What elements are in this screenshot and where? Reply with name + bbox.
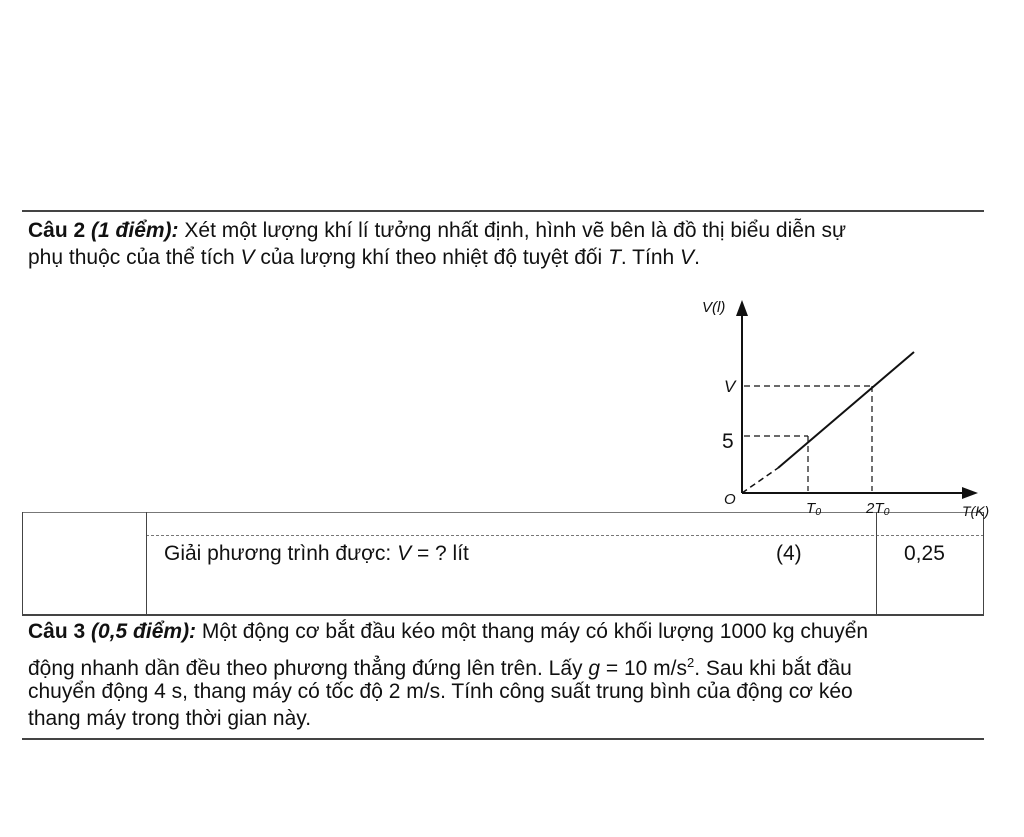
solution-prefix: Giải phương trình được: xyxy=(164,542,398,565)
col-divider-left xyxy=(22,512,23,615)
graph-line-solid xyxy=(778,352,914,468)
cau2-var-V: V xyxy=(240,246,255,269)
cau3-line2-c: . Sau khi bắt đầu xyxy=(694,657,852,680)
cau3-line3: chuyển động 4 s, thang máy có tốc độ 2 m/s. Tính công suất trung bình của động cơ kéo xyxy=(28,680,853,703)
origin-label: O xyxy=(724,491,736,508)
cau3-line2-b: = 10 m/s xyxy=(600,657,687,680)
y-tick-5: 5 xyxy=(722,430,734,453)
cau3-line1-text: Một động cơ bắt đầu kéo một thang máy có khối lượng 1000 kg chuyển xyxy=(201,620,869,643)
cau3-label: Câu 3 xyxy=(28,620,86,643)
solution-var: V xyxy=(397,542,412,565)
cau2-label: Câu 2 xyxy=(28,219,86,242)
cau3-sup: 2 xyxy=(686,655,695,670)
x-tick-T0: T₀ xyxy=(806,500,822,517)
cau2-line2 xyxy=(28,246,700,270)
score: 0,25 xyxy=(904,542,945,565)
dashed-divider xyxy=(146,535,984,536)
x-axis-arrow xyxy=(962,487,978,499)
x-axis-label: T(K) xyxy=(962,503,990,519)
x-tick-2T0: 2T₀ xyxy=(866,500,890,517)
cau2-var-T: T xyxy=(608,246,621,269)
cau3-line2-a: động nhanh dần đều theo phương thẳng đứng lên trên. Lấy xyxy=(28,657,589,680)
cau2-line2-b: của lượng khí theo nhiệt độ tuyệt đối xyxy=(254,246,609,269)
step-number: (4) xyxy=(776,542,802,565)
cau2-line1-text: Xét một lượng khí lí tưởng nhất định, hình vẽ bên là đồ thị biểu diễn sự xyxy=(184,219,847,242)
cau3-line2 xyxy=(28,651,852,681)
cau2-line2-a: phụ thuộc của thể tích xyxy=(28,246,241,269)
cau2-points: (1 điểm): xyxy=(91,219,179,242)
row-bottom-border xyxy=(22,614,984,616)
graph-line-dashed xyxy=(742,468,778,493)
y-axis-label: V(l) xyxy=(702,299,726,316)
solution-text xyxy=(164,542,469,566)
vt-graph xyxy=(680,288,1000,528)
cau2-line1 xyxy=(28,219,846,243)
cau2-line2-d: . xyxy=(694,246,700,269)
solution-suffix: = ? lít xyxy=(411,542,469,565)
cau3-line1 xyxy=(28,620,868,644)
cau2-var-V2: V xyxy=(680,246,695,269)
cau2-line2-c: . Tính xyxy=(620,246,681,269)
cau3-points: (0,5 điểm): xyxy=(91,620,197,643)
col-divider-1 xyxy=(146,512,147,615)
cau3-var-g: g xyxy=(588,657,601,680)
top-border xyxy=(22,210,984,212)
cau3-line4: thang máy trong thời gian này. xyxy=(28,707,312,730)
y-tick-V: V xyxy=(724,377,736,396)
bottom-border xyxy=(22,738,984,740)
y-axis-arrow xyxy=(736,300,748,316)
